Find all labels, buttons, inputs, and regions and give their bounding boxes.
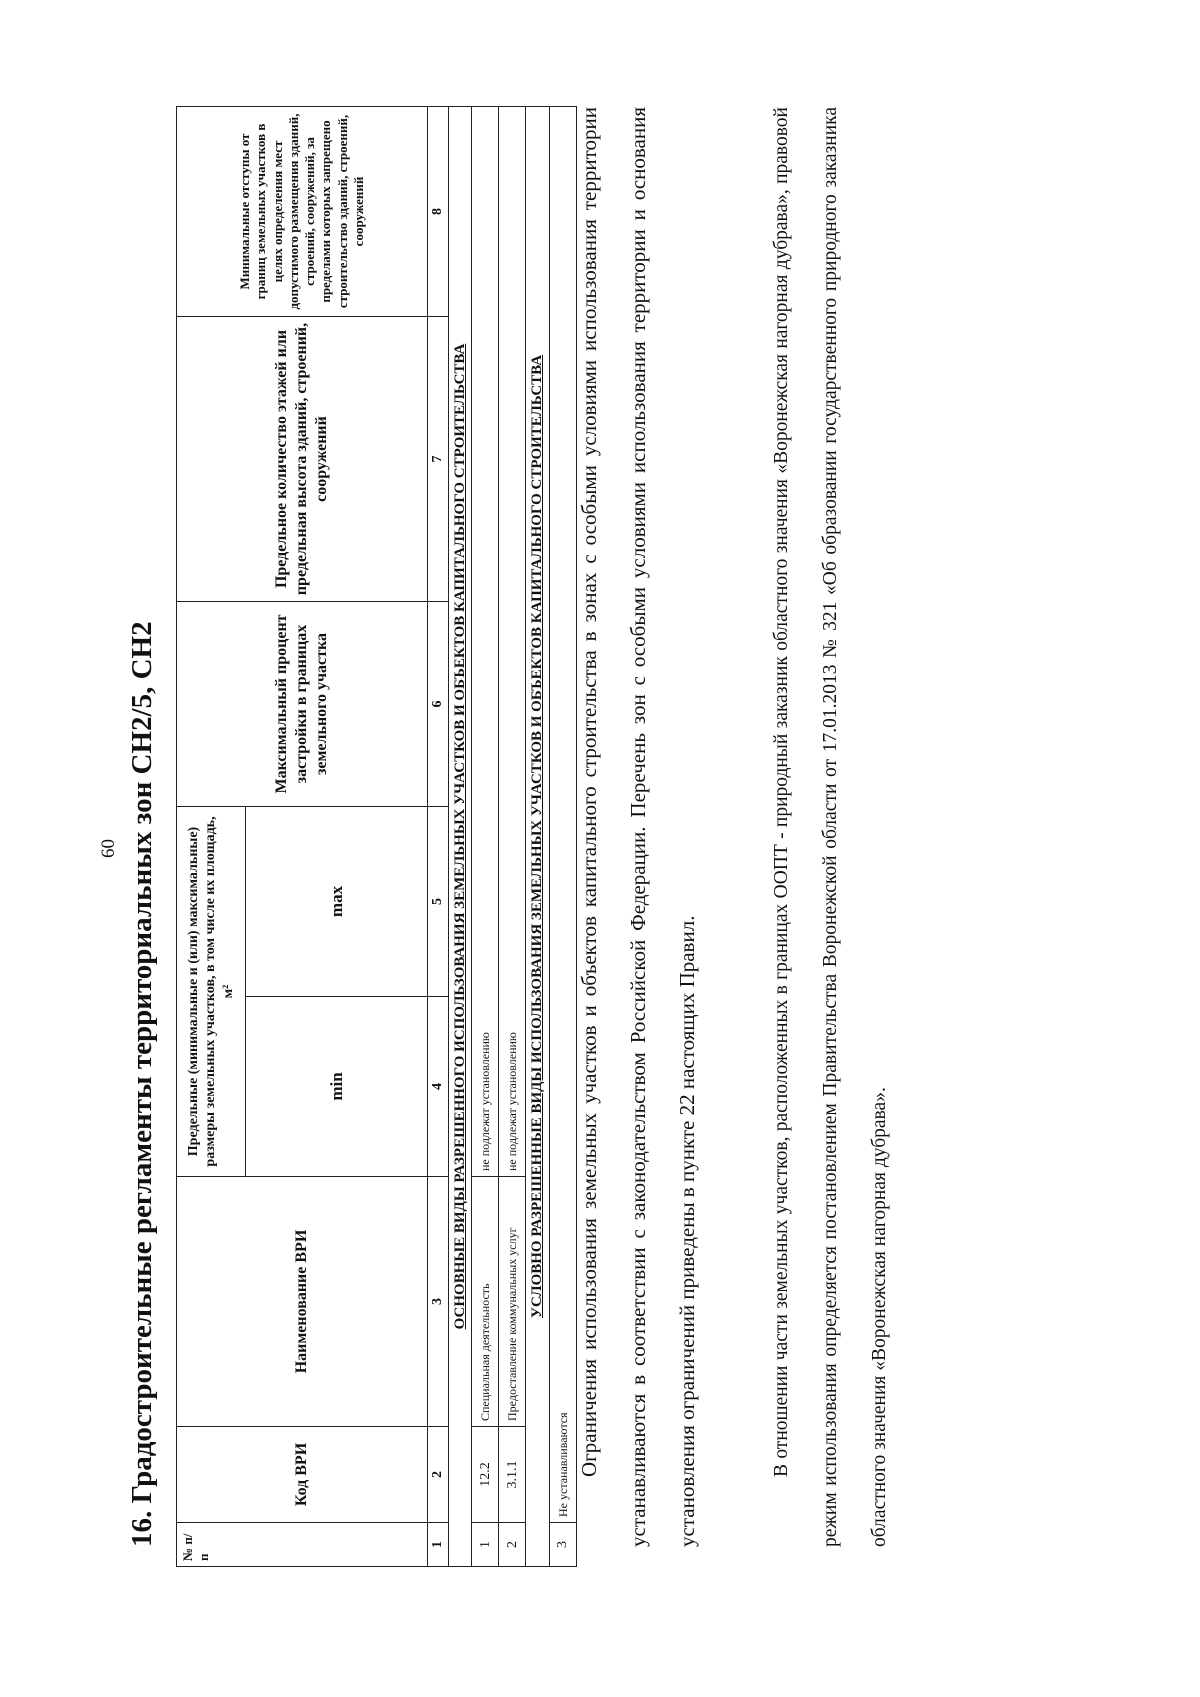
table-row [472, 107, 499, 1567]
header-name: Наименование ВРИ [177, 1177, 428, 1427]
paragraph-restrictions: Ограничения использования земельных участков и объектов капитального строительства в зонах с особыми условиями использования территории устанавливаются в соответствии с законодательством Российской Федерации. Перечень зон с особыми условиями использования территории и основания установления ограничений приведены в пункте 22 настоящих Правил. [577, 107, 699, 1547]
section-conditional-heading: УСЛОВНО РАЗРЕШЕННЫЕ ВИДЫ ИСПОЛЬЗОВАНИЯ ЗЕМЕЛЬНЫХ УЧАСТКОВ И ОБЪЕКТОВ КАПИТАЛЬНОГО СТРОИТЕЛЬСТВА [526, 107, 550, 1567]
column-number: 1 [428, 1523, 449, 1567]
column-number: 5 [428, 807, 449, 997]
row-code: 3.1.1 [499, 1427, 526, 1523]
header-floors: Предельное количество этажей или предельная высота зданий, строений, сооружений [177, 317, 428, 602]
header-min: min [246, 997, 428, 1177]
header-max: max [246, 807, 428, 997]
row-text: Не устанавливаются [550, 107, 577, 1523]
column-number: 4 [428, 997, 449, 1177]
table-row [499, 107, 526, 1567]
row-num: 1 [472, 1523, 499, 1567]
row-num: 2 [499, 1523, 526, 1567]
column-number: 7 [428, 317, 449, 602]
column-number: 3 [428, 1177, 449, 1427]
section-row [526, 107, 550, 1567]
column-numbers-row [428, 107, 449, 1567]
regulations-table [176, 106, 577, 1567]
section-main-heading: ОСНОВНЫЕ ВИДЫ РАЗРЕШЕННОГО ИСПОЛЬЗОВАНИЯ ЗЕМЕЛЬНЫХ УЧАСТКОВ И ОБЪЕКТОВ КАПИТАЛЬНОГО СТРОИТЕЛЬСТВА [448, 107, 472, 1567]
row-name: Предоставление коммунальных услуг [499, 1177, 526, 1427]
header-sizes: Предельные (минимальные и (или) максимальные) размеры земельных участков, в том числе их площадь, м² [177, 807, 246, 1177]
page-title: 16. Градостроительные регламенты территориальных зон СН2/5, СН2 [126, 621, 158, 1547]
column-number: 8 [428, 107, 449, 317]
row-value: не подлежат установлению [499, 107, 526, 1177]
row-num: 3 [550, 1523, 577, 1567]
row-value: не подлежат установлению [472, 107, 499, 1177]
column-number: 2 [428, 1427, 449, 1523]
header-num: № п/п [177, 1523, 428, 1567]
header-code: Код ВРИ [177, 1427, 428, 1523]
header-percent: Максимальный процент застройки в границах земельного участка [177, 602, 428, 807]
row-name: Специальная деятельность [472, 1177, 499, 1427]
header-setbacks: Минимальные отступы от границ земельных участков в целях определения мест допустимого размещения зданий, строений, сооружений, за пределами которых запрещено строительство зданий, строений, сооружений [177, 107, 428, 317]
page-number: 60 [98, 839, 119, 858]
paragraph-nature-reserve: В отношении части земельных участков, расположенных в границах ООПТ - природный заказник областного значения «Воронежская нагорная дубрава», правовой режим использования определяется постановлением Правительства Воронежской области от 17.01.2013 № 321 «Об образовании государственного природного заказника областного значения «Воронежская нагорная дубрава». [771, 107, 890, 1547]
column-number: 6 [428, 602, 449, 807]
row-code: 12.2 [472, 1427, 499, 1523]
section-row [448, 107, 472, 1567]
